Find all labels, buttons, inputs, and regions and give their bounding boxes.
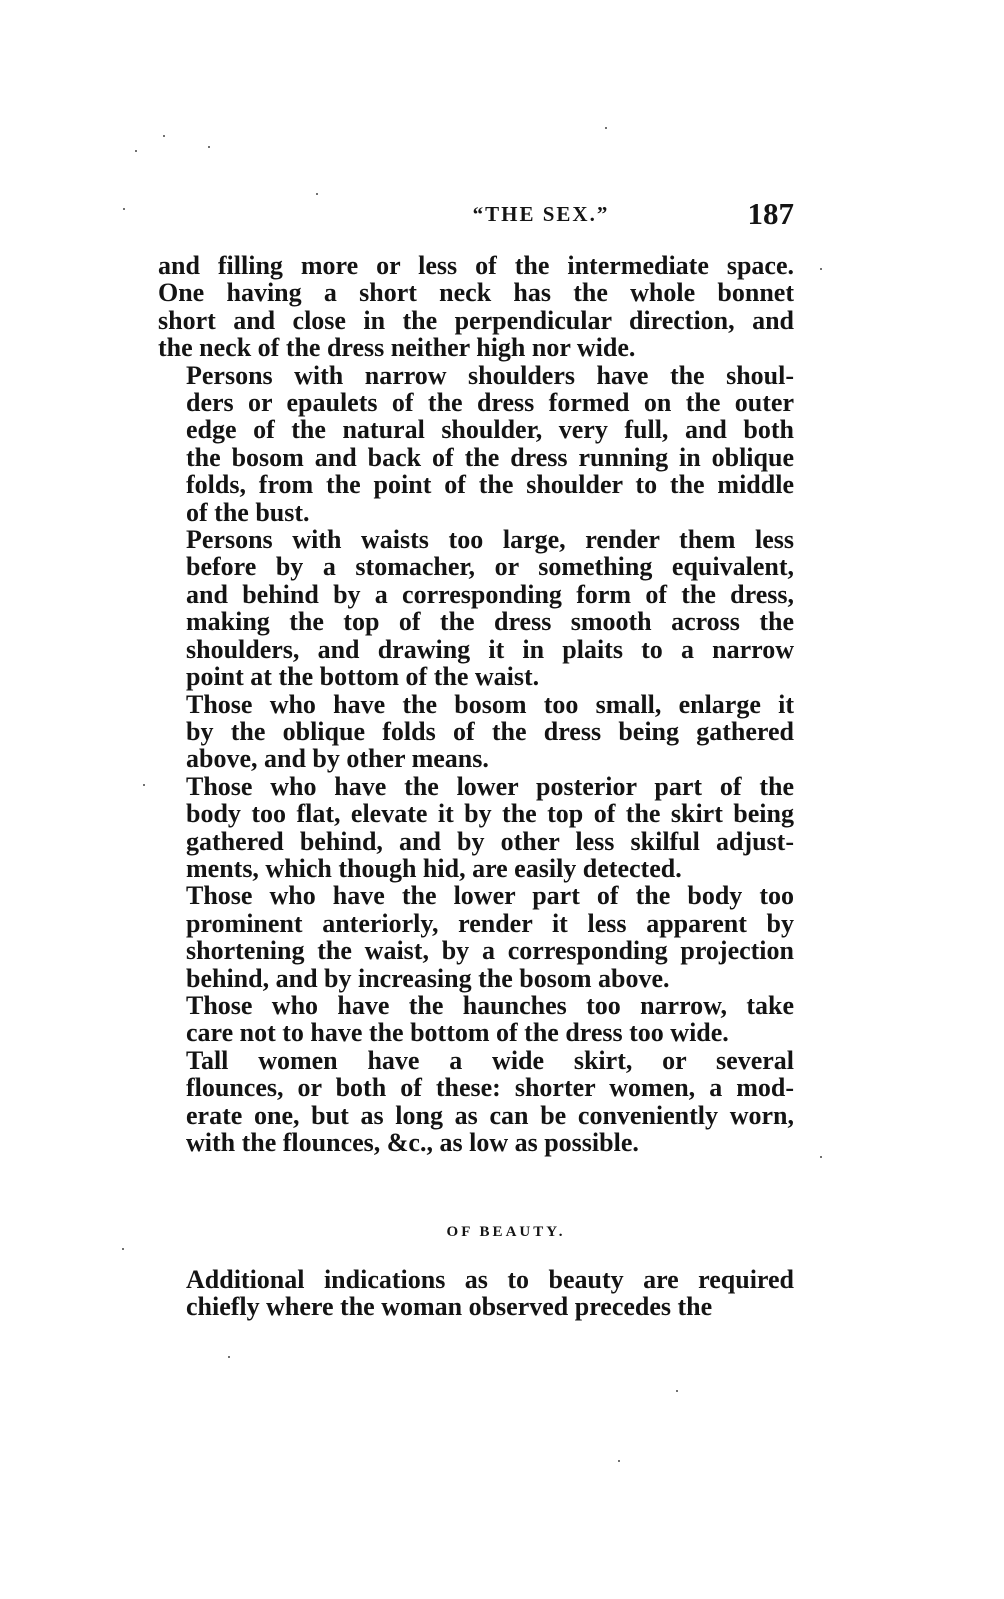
scan-speck [618,1460,620,1462]
text-line: Those who have the lower part of the body too [186,881,794,911]
body-text [158,252,794,1156]
text-line: care not to have the bottom of the dress too wide. [186,1018,729,1048]
scan-speck [316,193,318,195]
paragraph [158,1047,794,1157]
text-line: before by a stomacher, or something equivalent, [186,552,794,582]
paragraph [158,773,794,883]
text-line: One having a short neck has the whole bonnet [158,278,794,308]
scan-speck [208,146,210,148]
scan-speck [228,1356,230,1358]
scan-speck [143,784,145,786]
text-line: ders or epaulets of the dress formed on the outer [186,388,794,418]
text-line: Those who have the haunches too narrow, take [186,990,794,1020]
text-line: point at the bottom of the waist. [186,662,540,692]
text-line: the neck of the dress neither high nor wide. [158,333,636,363]
closing-text [158,1266,794,1321]
paragraph [158,362,794,526]
paragraph [158,1266,794,1321]
text-line: of the bust. [186,497,310,527]
scan-speck [676,1390,678,1392]
text-line: Tall women have a wide skirt, or several [186,1045,794,1075]
text-line: ments, which though hid, are easily detected. [186,853,682,883]
text-line: erate one, but as long as can be conveniently worn, [186,1100,794,1130]
scan-speck [605,127,607,129]
text-line: chiefly where the woman observed precedes the [186,1292,713,1322]
text-line: behind, and by increasing the bosom above. [186,963,670,993]
scan-speck [820,1156,822,1158]
text-line: Those who have the bosom too small, enlarge it [186,689,794,719]
text-line: flounces, or both of these: shorter women, a mod- [186,1073,794,1103]
text-line: short and close in the perpendicular direction, and [158,305,794,335]
scan-speck [163,135,165,137]
text-line: prominent anteriorly, render it less apparent by [186,908,794,938]
text-line: shortening the waist, by a corresponding projection [186,936,794,966]
text-line: and behind by a corresponding form of the dress, [186,579,794,609]
page-header [158,196,794,236]
text-line: edge of the natural shoulder, very full, and both [186,415,794,445]
page-number: 187 [747,196,794,231]
text-line: with the flounces, &c., as low as possible. [186,1128,639,1157]
text-line: the bosom and back of the dress running in oblique [186,442,794,472]
paragraph [158,992,794,1047]
text-line: gathered behind, and by other less skilful adjust- [186,826,794,856]
scan-speck [135,150,137,152]
text-line: folds, from the point of the shoulder to the middle [186,470,794,500]
text-line: shoulders, and drawing it in plaits to a narrow [186,634,794,664]
text-line: Those who have the lower posterior part of the [186,771,794,801]
text-line: by the oblique folds of the dress being gathered [186,716,794,746]
running-head: “THE SEX.” [472,202,610,226]
section-heading: OF BEAUTY. [446,1224,566,1240]
scan-speck [820,268,822,270]
text-line: making the top of the dress smooth across the [186,607,794,637]
paragraph [158,526,794,690]
paragraph [158,252,794,362]
text-line: Persons with waists too large, render them less [186,525,794,555]
paragraph [158,882,794,992]
scan-speck [122,1248,124,1250]
text-line: Persons with narrow shoulders have the shoul- [186,360,794,390]
text-line: Additional indications as to beauty are required [186,1265,794,1294]
text-line: and filling more or less of the intermediate space. [158,251,794,280]
text-line: above, and by other means. [186,744,489,774]
text-line: body too flat, elevate it by the top of the skirt being [186,799,794,829]
scan-speck [123,208,125,210]
paragraph [158,691,794,773]
